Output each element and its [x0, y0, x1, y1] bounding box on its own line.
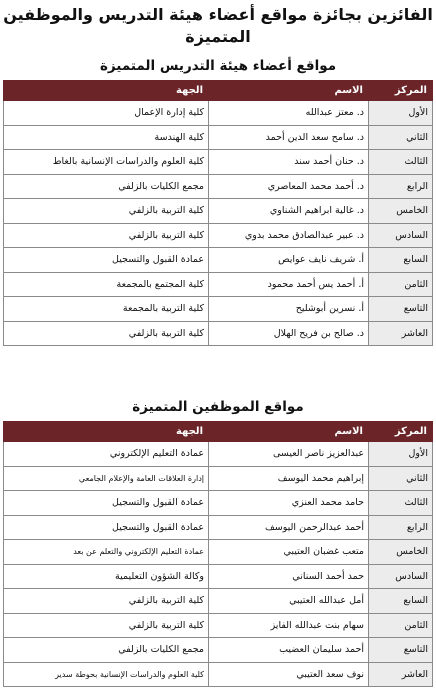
name-cell: حامد محمد العنزي	[209, 491, 369, 516]
table-row	[4, 442, 433, 467]
table-row	[4, 540, 433, 565]
name-cell: نوف سعد العتيبي	[209, 662, 369, 687]
rank-cell: الثامن	[369, 272, 433, 297]
unit-cell: كلية إدارة الإعمال	[4, 101, 209, 126]
column-header-unit: الجهة	[4, 422, 209, 442]
unit-cell: مجمع الكليات بالزلفي	[4, 638, 209, 663]
rank-cell: الأول	[369, 442, 433, 467]
unit-cell: وكالة الشؤون التعليمية	[4, 564, 209, 589]
rank-cell: الثاني	[369, 125, 433, 150]
unit-cell: كلية التربية بالزلفي	[4, 199, 209, 224]
table-row	[4, 662, 433, 687]
document-title: الفائزين بجائزة مواقع أعضاء هيئة التدريس والموظفين المتميزة	[3, 5, 433, 46]
table-row	[4, 174, 433, 199]
faculty-section-title: مواقع أعضاء هيئة التدريس المتميزة	[99, 58, 337, 74]
unit-cell: كلية العلوم والدراسات الإنسانية بحوطة سدير	[4, 662, 209, 687]
name-cell: عبدالعزيز ناصر العيسى	[209, 442, 369, 467]
name-cell: حمد أحمد السناني	[209, 564, 369, 589]
column-header-name: الاسم	[209, 81, 369, 101]
unit-cell: كلية التربية بالزلفي	[4, 589, 209, 614]
faculty-table	[3, 80, 433, 346]
rank-cell: الرابع	[369, 515, 433, 540]
rank-cell: السابع	[369, 589, 433, 614]
unit-cell: عمادة القبول والتسجيل	[4, 491, 209, 516]
unit-cell: كلية العلوم والدراسات الإنسانية بالغاط	[4, 150, 209, 175]
name-cell: د. سامح سعد الدين أحمد	[209, 125, 369, 150]
column-header-name: الاسم	[209, 422, 369, 442]
staff-table	[3, 421, 433, 687]
table-header-row	[4, 422, 433, 442]
unit-cell: إدارة العلاقات العامة والإعلام الجامعي	[4, 466, 209, 491]
table-row	[4, 515, 433, 540]
name-cell: د. غالية ابراهيم الشناوي	[209, 199, 369, 224]
rank-cell: الخامس	[369, 199, 433, 224]
rank-cell: الثالث	[369, 150, 433, 175]
rank-cell: السابع	[369, 248, 433, 273]
rank-cell: الأول	[369, 101, 433, 126]
rank-cell: التاسع	[369, 638, 433, 663]
name-cell: إبراهيم محمد اليوسف	[209, 466, 369, 491]
name-cell: د. عبير عبدالصادق محمد بدوي	[209, 223, 369, 248]
name-cell: أحمد عبدالرحمن اليوسف	[209, 515, 369, 540]
table-row	[4, 321, 433, 346]
table-row	[4, 150, 433, 175]
table-row	[4, 223, 433, 248]
unit-cell: كلية التربية بالمجمعة	[4, 297, 209, 322]
table-row	[4, 589, 433, 614]
name-cell: أ. نسرين أبوشليح	[209, 297, 369, 322]
rank-cell: السادس	[369, 223, 433, 248]
rank-cell: الرابع	[369, 174, 433, 199]
column-header-rank: المركز	[369, 81, 433, 101]
table-row	[4, 613, 433, 638]
unit-cell: كلية المجتمع بالمجمعة	[4, 272, 209, 297]
unit-cell: عمادة القبول والتسجيل	[4, 515, 209, 540]
name-cell: سهام بنت عبدالله الفايز	[209, 613, 369, 638]
rank-cell: الخامس	[369, 540, 433, 565]
unit-cell: كلية التربية بالزلفي	[4, 223, 209, 248]
unit-cell: عمادة التعليم الإلكتروني والتعلم عن بعد	[4, 540, 209, 565]
unit-cell: عمادة التعليم الإلكتروني	[4, 442, 209, 467]
rank-cell: الثالث	[369, 491, 433, 516]
name-cell: أ. شريف نايف عوايص	[209, 248, 369, 273]
rank-cell: العاشر	[369, 321, 433, 346]
name-cell: د. أحمد محمد المعاصري	[209, 174, 369, 199]
table-header-row	[4, 81, 433, 101]
name-cell: أ. أحمد يس أحمد محمود	[209, 272, 369, 297]
table-row	[4, 199, 433, 224]
table-row	[4, 272, 433, 297]
table-row	[4, 564, 433, 589]
name-cell: أحمد سليمان العضيب	[209, 638, 369, 663]
name-cell: متعب غضبان العتيبي	[209, 540, 369, 565]
table-row	[4, 101, 433, 126]
staff-section-title: مواقع الموظفين المتميزة	[132, 399, 304, 415]
rank-cell: الثاني	[369, 466, 433, 491]
rank-cell: العاشر	[369, 662, 433, 687]
unit-cell: مجمع الكليات بالزلفي	[4, 174, 209, 199]
name-cell: د. صالح بن فريح الهلال	[209, 321, 369, 346]
table-row	[4, 491, 433, 516]
rank-cell: السادس	[369, 564, 433, 589]
unit-cell: كلية التربية بالزلفي	[4, 613, 209, 638]
rank-cell: الثامن	[369, 613, 433, 638]
column-header-unit: الجهة	[4, 81, 209, 101]
rank-cell: التاسع	[369, 297, 433, 322]
name-cell: أمل عبدالله العتيبي	[209, 589, 369, 614]
unit-cell: عمادة القبول والتسجيل	[4, 248, 209, 273]
table-row	[4, 125, 433, 150]
unit-cell: كلية الهندسة	[4, 125, 209, 150]
table-row	[4, 638, 433, 663]
table-row	[4, 466, 433, 491]
table-row	[4, 297, 433, 322]
column-header-rank: المركز	[369, 422, 433, 442]
name-cell: د. حنان أحمد سند	[209, 150, 369, 175]
table-row	[4, 248, 433, 273]
unit-cell: كلية التربية بالزلفي	[4, 321, 209, 346]
name-cell: د. معتز عبدالله	[209, 101, 369, 126]
